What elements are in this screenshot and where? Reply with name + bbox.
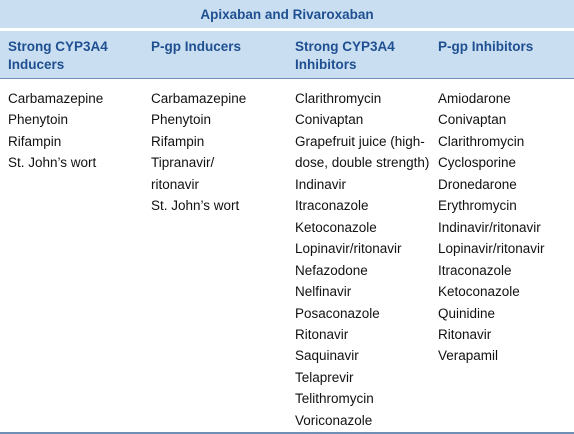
list-item: Ritonavir — [438, 326, 492, 342]
list-item: Conivaptan — [295, 112, 364, 128]
column-strong-cyp3a4-inhibitors — [295, 88, 429, 431]
list-item: Ketoconazole — [438, 284, 520, 300]
list-item: Lopinavir/ritonavir — [295, 241, 402, 257]
list-item: Posaconazole — [295, 305, 380, 321]
list-item: Indinavir/ritonavir — [438, 219, 541, 235]
list-item: Quinidine — [438, 305, 496, 321]
column-pgp-inhibitors — [438, 88, 545, 367]
list-item: Nefazodone — [295, 262, 368, 278]
list-item: Ketoconazole — [295, 219, 377, 235]
list-item: ritonavir — [151, 176, 200, 192]
list-item: Verapamil — [438, 348, 499, 364]
header-strong-cyp3a4-inducers — [8, 38, 108, 74]
list-item: dose, double strength) — [295, 155, 430, 171]
list-item: Clarithromycin — [438, 133, 525, 149]
list-item: Rifampin — [151, 133, 205, 149]
header-pgp-inducers — [151, 38, 241, 56]
list-item: Carbamazepine — [151, 91, 247, 106]
list-item: Itraconazole — [438, 262, 512, 278]
column-strong-cyp3a4-inducers — [8, 88, 103, 174]
header-line: Inducers — [8, 57, 65, 72]
list-item: Clarithromycin — [295, 91, 382, 106]
list-item: Grapefruit juice (high- — [295, 133, 425, 149]
header-line: P-gp Inhibitors — [438, 39, 534, 54]
header-strong-cyp3a4-inhibitors — [295, 38, 395, 74]
list-item: Ritonavir — [295, 326, 349, 342]
list-item: Telithromycin — [295, 391, 374, 407]
list-item: Telaprevir — [295, 369, 354, 385]
list-item: Dronedarone — [438, 176, 517, 192]
list-item: Indinavir — [295, 176, 347, 192]
list-item: Carbamazepine — [8, 91, 104, 106]
header-line: Inhibitors — [295, 57, 357, 72]
list-item: St. John’s wort — [8, 155, 97, 171]
list-item: Voriconazole — [295, 412, 373, 428]
list-item: Saquinavir — [295, 348, 359, 364]
list-item: Itraconazole — [295, 198, 369, 214]
header-line: P-gp Inducers — [151, 39, 242, 54]
list-item: Erythromycin — [438, 198, 517, 214]
list-item: Phenytoin — [151, 112, 212, 128]
list-item: Conivaptan — [438, 112, 507, 128]
header-pgp-inhibitors — [438, 38, 533, 56]
list-item: Amiodarone — [438, 91, 511, 106]
list-item: Phenytoin — [8, 112, 69, 128]
header-line: Strong CYP3A4 — [295, 39, 395, 54]
header-divider — [0, 78, 574, 79]
list-item: Cyclosporine — [438, 155, 517, 171]
list-item: Lopinavir/ritonavir — [438, 241, 545, 257]
column-pgp-inducers — [151, 88, 246, 217]
header-line: Strong CYP3A4 — [8, 39, 108, 54]
header-row — [0, 30, 574, 78]
list-item: Nelfinavir — [295, 284, 352, 300]
table-title: Apixaban and Rivaroxaban — [0, 0, 574, 29]
list-item: Rifampin — [8, 133, 62, 149]
list-item: St. John’s wort — [151, 198, 240, 214]
list-item: Tipranavir/ — [151, 155, 215, 171]
